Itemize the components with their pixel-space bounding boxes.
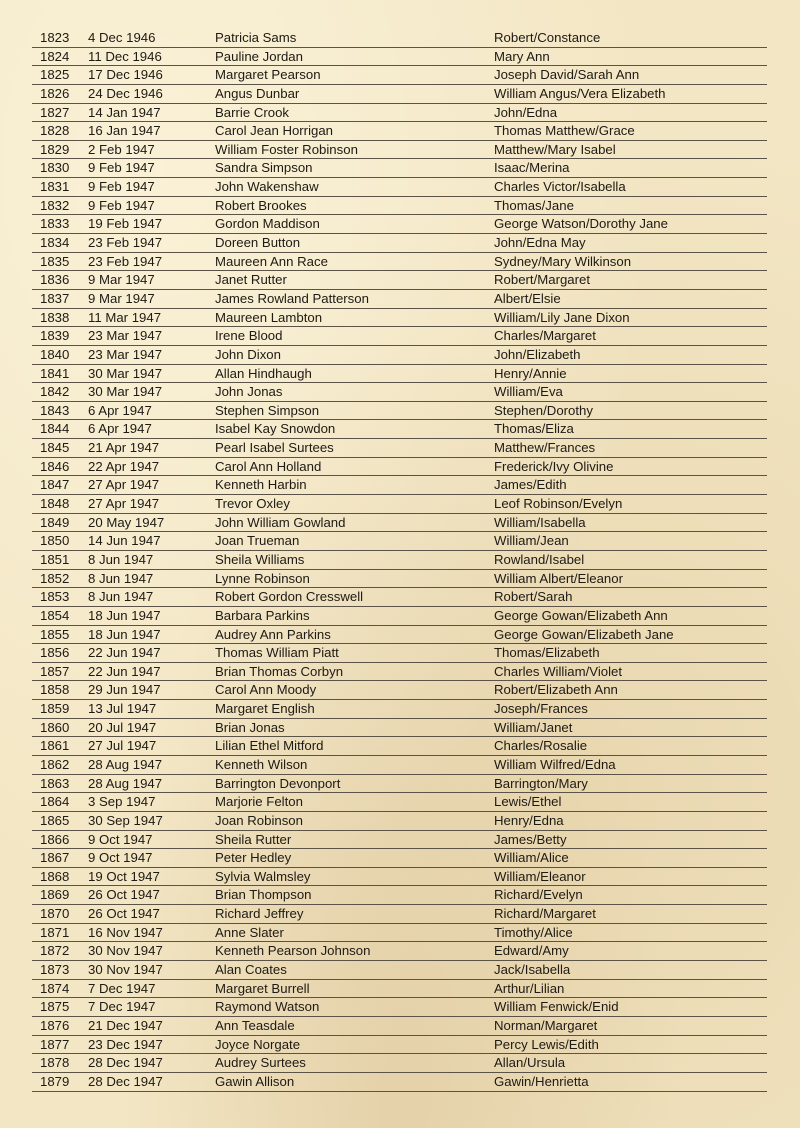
entry-number: 1825 [40,67,70,83]
entry-date: 29 Jun 1947 [88,682,161,698]
entry-parents: Leof Robinson/Evelyn [494,496,623,512]
entry-date: 21 Dec 1947 [88,1017,163,1033]
entry-name: Barrie Crook [215,104,290,120]
entry-parents: Mary Ann [494,48,550,64]
entry-parents: Norman/Margaret [494,1017,598,1033]
register-row [32,607,767,626]
entry-parents: Frederick/Ivy Olivine [494,458,614,474]
entry-name: Isabel Kay Snowdon [215,421,336,437]
entry-parents: James/Betty [494,831,567,847]
register-row [32,886,767,905]
entry-date: 21 Apr 1947 [88,440,160,456]
entry-number: 1836 [40,272,70,288]
entry-name: Allan Hindhaugh [215,365,312,381]
entry-name: Angus Dunbar [215,85,300,101]
entry-number: 1833 [40,216,70,232]
register-row [32,924,767,943]
entry-number: 1843 [40,402,70,418]
entry-number: 1832 [40,197,70,213]
entry-number: 1834 [40,235,70,251]
entry-number: 1847 [40,477,70,493]
entry-date: 23 Mar 1947 [88,346,163,362]
entry-date: 28 Dec 1947 [88,1073,163,1089]
entry-parents: Joseph/Frances [494,701,588,717]
entry-parents: Robert/Constance [494,30,601,45]
entry-name: Lynne Robinson [215,570,310,586]
entry-number: 1852 [40,570,70,586]
entry-number: 1862 [40,756,70,772]
register-row [32,178,767,197]
entry-number: 1823 [40,30,70,45]
register-row [32,700,767,719]
entry-name: Barrington Devonport [215,775,341,791]
entry-date: 23 Feb 1947 [88,253,163,269]
entry-name: Pauline Jordan [215,48,303,64]
register-row [32,104,767,123]
entry-name: Ann Teasdale [215,1017,295,1033]
entry-parents: Rowland/Isabel [494,551,585,567]
entry-number: 1872 [40,943,70,959]
entry-name: Carol Ann Moody [215,682,317,698]
entry-name: Anne Slater [215,924,284,940]
entry-date: 9 Oct 1947 [88,850,153,866]
entry-parents: William/Janet [494,719,573,735]
register-row [32,831,767,850]
entry-number: 1871 [40,924,70,940]
entry-date: 22 Apr 1947 [88,458,160,474]
entry-number: 1840 [40,346,70,362]
entry-name: Janet Rutter [215,272,287,288]
entry-parents: Percy Lewis/Edith [494,1036,599,1052]
entry-parents: Stephen/Dorothy [494,402,593,418]
entry-number: 1867 [40,850,70,866]
register-row [32,551,767,570]
entry-date: 26 Oct 1947 [88,887,160,903]
entry-parents: Thomas Matthew/Grace [494,123,635,139]
entry-parents: John/Edna May [494,235,586,251]
entry-number: 1860 [40,719,70,735]
entry-date: 9 Feb 1947 [88,197,155,213]
register-row [32,383,767,402]
entry-name: Stephen Simpson [215,402,320,418]
entry-name: Gawin Allison [215,1073,295,1089]
entry-name: Brian Thompson [215,887,312,903]
register-row [32,271,767,290]
register-row [32,942,767,961]
register-row [32,868,767,887]
entry-date: 3 Sep 1947 [88,794,156,810]
entry-date: 20 Jul 1947 [88,719,157,735]
entry-number: 1848 [40,496,70,512]
entry-parents: William Albert/Eleanor [494,570,623,586]
entry-parents: Henry/Annie [494,365,567,381]
entry-parents: Sydney/Mary Wilkinson [494,253,632,269]
entry-name: John William Gowland [215,514,346,530]
entry-date: 30 Nov 1947 [88,943,163,959]
entry-parents: William/Eleanor [494,868,586,884]
entry-parents: Richard/Evelyn [494,887,583,903]
entry-parents: William Angus/Vera Elizabeth [494,85,666,101]
entry-number: 1876 [40,1017,70,1033]
entry-number: 1858 [40,682,70,698]
entry-number: 1844 [40,421,70,437]
entry-number: 1849 [40,514,70,530]
entry-date: 22 Jun 1947 [88,645,161,661]
entry-name: John Dixon [215,346,281,362]
entry-name: Maureen Lambton [215,309,323,325]
register-row [32,141,767,160]
entry-parents: Thomas/Elizabeth [494,645,600,661]
register-row [32,346,767,365]
register-row [32,458,767,477]
entry-parents: Gawin/Henrietta [494,1073,589,1089]
entry-name: Sandra Simpson [215,160,313,176]
entry-parents: Robert/Margaret [494,272,591,288]
entry-number: 1879 [40,1073,70,1089]
entry-date: 7 Dec 1947 [88,980,156,996]
entry-number: 1854 [40,607,70,623]
entry-date: 7 Dec 1947 [88,999,156,1015]
entry-parents: Albert/Elsie [494,290,561,306]
entry-date: 26 Oct 1947 [88,906,160,922]
entry-number: 1829 [40,141,70,157]
entry-parents: Timothy/Alice [494,924,573,940]
entry-number: 1828 [40,123,70,139]
register-row [32,309,767,328]
entry-parents: Richard/Margaret [494,906,596,922]
entry-name: Kenneth Pearson Johnson [215,943,371,959]
entry-name: Irene Blood [215,328,283,344]
entry-date: 13 Jul 1947 [88,701,157,717]
entry-parents: Robert/Elizabeth Ann [494,682,618,698]
entry-parents: Charles/Margaret [494,328,596,344]
entry-date: 28 Aug 1947 [88,756,163,772]
register-row [32,234,767,253]
entry-parents: Matthew/Frances [494,440,596,456]
entry-name: Robert Gordon Cresswell [215,589,364,605]
entry-date: 28 Aug 1947 [88,775,163,791]
entry-number: 1857 [40,663,70,679]
entry-date: 2 Feb 1947 [88,141,155,157]
register-row [32,1073,767,1092]
entry-number: 1846 [40,458,70,474]
register-row [32,793,767,812]
entry-parents: Jack/Isabella [494,962,571,978]
entry-parents: William/Eva [494,384,563,400]
entry-name: Sheila Williams [215,551,305,567]
entry-number: 1866 [40,831,70,847]
entry-parents: Henry/Edna [494,812,564,828]
entry-name: Carol Jean Horrigan [215,123,334,139]
entry-number: 1868 [40,868,70,884]
entry-date: 30 Nov 1947 [88,962,163,978]
entry-date: 4 Dec 1946 [88,30,156,45]
entry-name: Margaret Burrell [215,980,310,996]
entry-name: Joan Trueman [215,533,300,549]
baptism-register-table [32,29,767,1092]
entry-date: 27 Jul 1947 [88,738,157,754]
entry-name: Kenneth Harbin [215,477,307,493]
entry-parents: William Wilfred/Edna [494,756,616,772]
entry-name: William Foster Robinson [215,141,358,157]
entry-date: 14 Jan 1947 [88,104,161,120]
entry-date: 9 Mar 1947 [88,272,155,288]
entry-date: 9 Feb 1947 [88,160,155,176]
entry-date: 17 Dec 1946 [88,67,163,83]
entry-name: Joan Robinson [215,812,303,828]
entry-number: 1865 [40,812,70,828]
entry-number: 1856 [40,645,70,661]
entry-number: 1850 [40,533,70,549]
entry-parents: William/Alice [494,850,569,866]
entry-parents: Matthew/Mary Isabel [494,141,616,157]
register-row [32,980,767,999]
entry-number: 1855 [40,626,70,642]
entry-date: 11 Mar 1947 [88,309,162,325]
entry-number: 1842 [40,384,70,400]
register-row [32,1054,767,1073]
entry-number: 1870 [40,906,70,922]
entry-parents: Charles/Rosalie [494,738,588,754]
entry-parents: Isaac/Merina [494,160,570,176]
entry-name: Pearl Isabel Surtees [215,440,334,456]
register-row [32,737,767,756]
entry-date: 8 Jun 1947 [88,570,154,586]
entry-name: Patricia Sams [215,30,297,45]
entry-number: 1869 [40,887,70,903]
register-row [32,215,767,234]
entry-date: 6 Apr 1947 [88,402,152,418]
register-row [32,159,767,178]
register-row [32,663,767,682]
entry-name: Thomas William Piatt [215,645,339,661]
register-row [32,66,767,85]
entry-date: 9 Feb 1947 [88,179,155,195]
entry-date: 14 Jun 1947 [88,533,161,549]
entry-name: Audrey Ann Parkins [215,626,331,642]
entry-number: 1851 [40,551,70,567]
entry-number: 1863 [40,775,70,791]
register-row [32,1017,767,1036]
register-row [32,122,767,141]
entry-name: Robert Brookes [215,197,307,213]
entry-number: 1873 [40,962,70,978]
entry-parents: William/Lily Jane Dixon [494,309,630,325]
entry-number: 1841 [40,365,70,381]
entry-name: John Wakenshaw [215,179,319,195]
entry-number: 1837 [40,290,70,306]
entry-number: 1859 [40,701,70,717]
register-row [32,588,767,607]
register-row [32,961,767,980]
entry-name: Margaret Pearson [215,67,321,83]
entry-parents: George Gowan/Elizabeth Ann [494,607,668,623]
entry-name: Barbara Parkins [215,607,310,623]
entry-number: 1835 [40,253,70,269]
register-row [32,85,767,104]
entry-name: Brian Jonas [215,719,285,735]
entry-parents: William/Jean [494,533,569,549]
entry-parents: Joseph David/Sarah Ann [494,67,640,83]
entry-date: 23 Mar 1947 [88,328,163,344]
entry-parents: Lewis/Ethel [494,794,562,810]
entry-number: 1827 [40,104,70,120]
entry-parents: Thomas/Jane [494,197,574,213]
entry-number: 1864 [40,794,70,810]
entry-name: John Jonas [215,384,283,400]
register-row [32,197,767,216]
register-row [32,626,767,645]
register-row [32,849,767,868]
register-row [32,327,767,346]
entry-name: Brian Thomas Corbyn [215,663,344,679]
entry-name: Lilian Ethel Mitford [215,738,324,754]
register-row [32,365,767,384]
entry-parents: William Fenwick/Enid [494,999,619,1015]
entry-date: 30 Sep 1947 [88,812,163,828]
entry-number: 1845 [40,440,70,456]
entry-date: 8 Jun 1947 [88,551,154,567]
entry-date: 18 Jun 1947 [88,607,161,623]
register-row [32,756,767,775]
entry-date: 30 Mar 1947 [88,365,163,381]
entry-number: 1878 [40,1055,70,1071]
register-row [32,48,767,67]
register-row [32,644,767,663]
entry-date: 27 Apr 1947 [88,496,160,512]
entry-date: 6 Apr 1947 [88,421,152,437]
entry-name: Raymond Watson [215,999,320,1015]
entry-parents: Thomas/Eliza [494,421,574,437]
entry-parents: Barrington/Mary [494,775,588,791]
entry-date: 9 Oct 1947 [88,831,153,847]
register-row [32,812,767,831]
entry-date: 27 Apr 1947 [88,477,160,493]
register-row [32,719,767,738]
entry-parents: Arthur/Lilian [494,980,565,996]
entry-parents: James/Edith [494,477,567,493]
entry-number: 1826 [40,85,70,101]
entry-parents: Charles William/Violet [494,663,623,679]
register-row [32,290,767,309]
entry-parents: Charles Victor/Isabella [494,179,626,195]
entry-parents: Edward/Amy [494,943,569,959]
entry-name: Audrey Surtees [215,1055,306,1071]
register-row [32,775,767,794]
entry-name: Kenneth Wilson [215,756,308,772]
entry-date: 18 Jun 1947 [88,626,161,642]
entry-name: Alan Coates [215,962,287,978]
register-row [32,476,767,495]
register-row [32,1036,767,1055]
entry-name: Maureen Ann Race [215,253,328,269]
entry-name: Sheila Rutter [215,831,292,847]
register-row [32,29,767,48]
register-row [32,905,767,924]
register-row [32,998,767,1017]
entry-date: 24 Dec 1946 [88,85,163,101]
register-row [32,532,767,551]
entry-date: 23 Feb 1947 [88,235,163,251]
entry-name: James Rowland Patterson [215,290,369,306]
entry-parents: Allan/Ursula [494,1055,566,1071]
entry-number: 1877 [40,1036,70,1052]
entry-name: Carol Ann Holland [215,458,322,474]
entry-number: 1838 [40,309,70,325]
entry-name: Doreen Button [215,235,301,251]
entry-name: Joyce Norgate [215,1036,301,1052]
entry-date: 19 Feb 1947 [88,216,163,232]
entry-parents: George Gowan/Elizabeth Jane [494,626,674,642]
entry-date: 28 Dec 1947 [88,1055,163,1071]
entry-date: 20 May 1947 [88,514,165,530]
register-row [32,420,767,439]
entry-parents: George Watson/Dorothy Jane [494,216,668,232]
entry-date: 23 Dec 1947 [88,1036,163,1052]
register-row [32,681,767,700]
register-row [32,253,767,272]
entry-name: Marjorie Felton [215,794,303,810]
register-row [32,495,767,514]
entry-date: 22 Jun 1947 [88,663,161,679]
entry-date: 16 Nov 1947 [88,924,163,940]
entry-date: 16 Jan 1947 [88,123,161,139]
entry-number: 1861 [40,738,70,754]
entry-name: Gordon Maddison [215,216,320,232]
entry-number: 1830 [40,160,70,176]
entry-parents: Robert/Sarah [494,589,573,605]
entry-parents: John/Elizabeth [494,346,581,362]
register-row [32,402,767,421]
entry-date: 30 Mar 1947 [88,384,163,400]
entry-name: Peter Hedley [215,850,292,866]
register-row [32,439,767,458]
entry-number: 1839 [40,328,70,344]
entry-date: 9 Mar 1947 [88,290,155,306]
entry-number: 1831 [40,179,70,195]
entry-name: Trevor Oxley [215,496,290,512]
entry-date: 19 Oct 1947 [88,868,160,884]
entry-parents: William/Isabella [494,514,586,530]
entry-number: 1824 [40,48,70,64]
entry-date: 8 Jun 1947 [88,589,154,605]
entry-name: Margaret English [215,701,315,717]
entry-number: 1875 [40,999,70,1015]
entry-parents: John/Edna [494,104,558,120]
entry-number: 1853 [40,589,70,605]
entry-name: Richard Jeffrey [215,906,304,922]
register-row [32,570,767,589]
register-row [32,514,767,533]
entry-number: 1874 [40,980,70,996]
entry-name: Sylvia Walmsley [215,868,311,884]
entry-date: 11 Dec 1946 [88,48,162,64]
